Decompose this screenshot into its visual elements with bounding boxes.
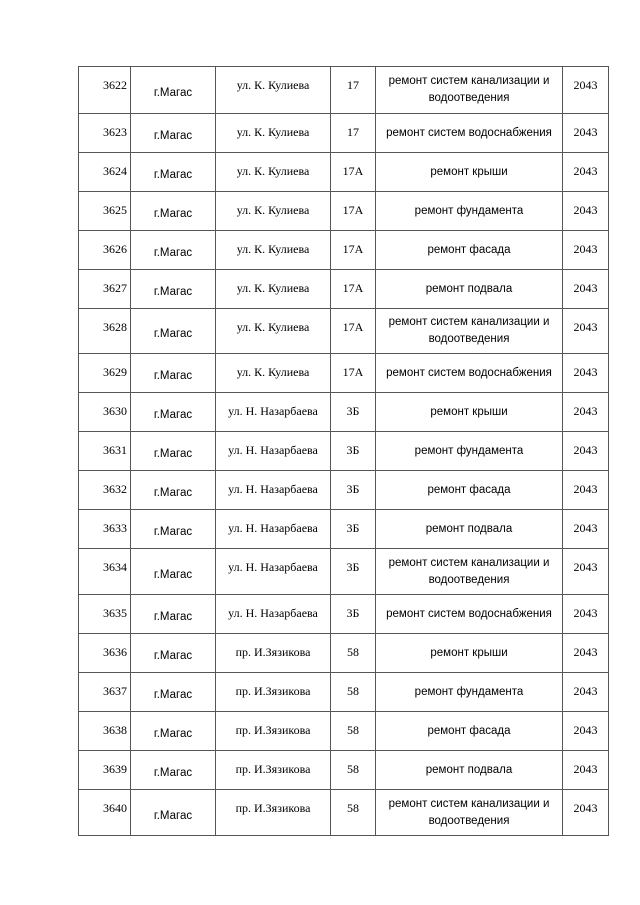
city-cell: г.Магас <box>131 309 216 354</box>
city-cell: г.Магас <box>131 432 216 471</box>
year-cell: 2043 <box>563 751 609 790</box>
row-number-cell: 3626 <box>79 231 131 270</box>
row-number-cell: 3638 <box>79 712 131 751</box>
work-type-cell: ремонт фундамента <box>376 192 563 231</box>
table-row <box>79 309 609 354</box>
city-cell: г.Магас <box>131 192 216 231</box>
table-row <box>79 432 609 471</box>
row-number-cell: 3634 <box>79 549 131 595</box>
city-cell: г.Магас <box>131 634 216 673</box>
row-number-cell: 3631 <box>79 432 131 471</box>
city-cell: г.Магас <box>131 673 216 712</box>
table-row <box>79 673 609 712</box>
city-cell: г.Магас <box>131 153 216 192</box>
house-number-cell: 3Б <box>331 393 376 432</box>
house-number-cell: 3Б <box>331 595 376 634</box>
row-number-cell: 3640 <box>79 790 131 836</box>
work-type-cell: ремонт фасада <box>376 712 563 751</box>
street-cell: пр. И.Зязикова <box>216 673 331 712</box>
house-number-cell: 17А <box>331 270 376 309</box>
street-cell: ул. К. Кулиева <box>216 114 331 153</box>
house-number-cell: 58 <box>331 634 376 673</box>
work-type-cell: ремонт фундамента <box>376 673 563 712</box>
work-type-cell: ремонт подвала <box>376 510 563 549</box>
house-number-cell: 3Б <box>331 549 376 595</box>
house-number-cell: 17 <box>331 67 376 114</box>
year-cell: 2043 <box>563 114 609 153</box>
street-cell: ул. Н. Назарбаева <box>216 393 331 432</box>
table-row <box>79 471 609 510</box>
city-cell: г.Магас <box>131 114 216 153</box>
city-cell: г.Магас <box>131 595 216 634</box>
table-row <box>79 751 609 790</box>
house-number-cell: 17А <box>331 153 376 192</box>
street-cell: пр. И.Зязикова <box>216 634 331 673</box>
table-row <box>79 354 609 393</box>
house-number-cell: 17А <box>331 354 376 393</box>
year-cell: 2043 <box>563 634 609 673</box>
street-cell: ул. Н. Назарбаева <box>216 471 331 510</box>
street-cell: ул. Н. Назарбаева <box>216 549 331 595</box>
year-cell: 2043 <box>563 673 609 712</box>
house-number-cell: 17А <box>331 192 376 231</box>
city-cell: г.Магас <box>131 549 216 595</box>
table-row <box>79 595 609 634</box>
work-type-cell: ремонт систем канализации и водоотведения <box>376 67 563 114</box>
house-number-cell: 17 <box>331 114 376 153</box>
row-number-cell: 3622 <box>79 67 131 114</box>
street-cell: ул. К. Кулиева <box>216 67 331 114</box>
table-row <box>79 712 609 751</box>
house-number-cell: 17А <box>331 309 376 354</box>
year-cell: 2043 <box>563 393 609 432</box>
year-cell: 2043 <box>563 471 609 510</box>
table-row <box>79 231 609 270</box>
table-row <box>79 67 609 114</box>
year-cell: 2043 <box>563 712 609 751</box>
street-cell: ул. Н. Назарбаева <box>216 595 331 634</box>
house-number-cell: 58 <box>331 673 376 712</box>
table-row <box>79 510 609 549</box>
year-cell: 2043 <box>563 432 609 471</box>
row-number-cell: 3633 <box>79 510 131 549</box>
work-type-cell: ремонт систем канализации и водоотведения <box>376 549 563 595</box>
table-row <box>79 153 609 192</box>
house-number-cell: 3Б <box>331 432 376 471</box>
house-number-cell: 3Б <box>331 471 376 510</box>
row-number-cell: 3630 <box>79 393 131 432</box>
work-type-cell: ремонт фасада <box>376 471 563 510</box>
row-number-cell: 3632 <box>79 471 131 510</box>
city-cell: г.Магас <box>131 751 216 790</box>
year-cell: 2043 <box>563 270 609 309</box>
table-row <box>79 549 609 595</box>
row-number-cell: 3627 <box>79 270 131 309</box>
year-cell: 2043 <box>563 153 609 192</box>
city-cell: г.Магас <box>131 712 216 751</box>
work-type-cell: ремонт систем канализации и водоотведения <box>376 309 563 354</box>
row-number-cell: 3639 <box>79 751 131 790</box>
row-number-cell: 3625 <box>79 192 131 231</box>
work-type-cell: ремонт крыши <box>376 153 563 192</box>
house-number-cell: 17А <box>331 231 376 270</box>
work-type-cell: ремонт систем водоснабжения <box>376 114 563 153</box>
house-number-cell: 58 <box>331 790 376 836</box>
row-number-cell: 3635 <box>79 595 131 634</box>
year-cell: 2043 <box>563 595 609 634</box>
work-type-cell: ремонт фундамента <box>376 432 563 471</box>
year-cell: 2043 <box>563 67 609 114</box>
street-cell: ул. Н. Назарбаева <box>216 432 331 471</box>
work-type-cell: ремонт подвала <box>376 751 563 790</box>
work-type-cell: ремонт систем водоснабжения <box>376 354 563 393</box>
work-type-cell: ремонт крыши <box>376 393 563 432</box>
city-cell: г.Магас <box>131 471 216 510</box>
house-number-cell: 58 <box>331 712 376 751</box>
repair-schedule-table <box>78 66 609 836</box>
table-row <box>79 270 609 309</box>
row-number-cell: 3628 <box>79 309 131 354</box>
row-number-cell: 3637 <box>79 673 131 712</box>
table-row <box>79 114 609 153</box>
row-number-cell: 3629 <box>79 354 131 393</box>
work-type-cell: ремонт крыши <box>376 634 563 673</box>
work-type-cell: ремонт систем канализации и водоотведения <box>376 790 563 836</box>
year-cell: 2043 <box>563 549 609 595</box>
street-cell: ул. Н. Назарбаева <box>216 510 331 549</box>
year-cell: 2043 <box>563 790 609 836</box>
city-cell: г.Магас <box>131 790 216 836</box>
house-number-cell: 58 <box>331 751 376 790</box>
work-type-cell: ремонт фасада <box>376 231 563 270</box>
row-number-cell: 3623 <box>79 114 131 153</box>
street-cell: ул. К. Кулиева <box>216 192 331 231</box>
street-cell: ул. К. Кулиева <box>216 354 331 393</box>
table-row <box>79 393 609 432</box>
row-number-cell: 3636 <box>79 634 131 673</box>
table-body <box>79 67 609 836</box>
street-cell: ул. К. Кулиева <box>216 270 331 309</box>
row-number-cell: 3624 <box>79 153 131 192</box>
street-cell: ул. К. Кулиева <box>216 153 331 192</box>
street-cell: ул. К. Кулиева <box>216 309 331 354</box>
city-cell: г.Магас <box>131 354 216 393</box>
city-cell: г.Магас <box>131 67 216 114</box>
work-type-cell: ремонт подвала <box>376 270 563 309</box>
street-cell: пр. И.Зязикова <box>216 712 331 751</box>
city-cell: г.Магас <box>131 231 216 270</box>
year-cell: 2043 <box>563 309 609 354</box>
table-row <box>79 634 609 673</box>
city-cell: г.Магас <box>131 270 216 309</box>
street-cell: ул. К. Кулиева <box>216 231 331 270</box>
year-cell: 2043 <box>563 231 609 270</box>
house-number-cell: 3Б <box>331 510 376 549</box>
year-cell: 2043 <box>563 192 609 231</box>
table-row <box>79 192 609 231</box>
street-cell: пр. И.Зязикова <box>216 790 331 836</box>
city-cell: г.Магас <box>131 393 216 432</box>
street-cell: пр. И.Зязикова <box>216 751 331 790</box>
table-row <box>79 790 609 836</box>
year-cell: 2043 <box>563 510 609 549</box>
work-type-cell: ремонт систем водоснабжения <box>376 595 563 634</box>
city-cell: г.Магас <box>131 510 216 549</box>
year-cell: 2043 <box>563 354 609 393</box>
